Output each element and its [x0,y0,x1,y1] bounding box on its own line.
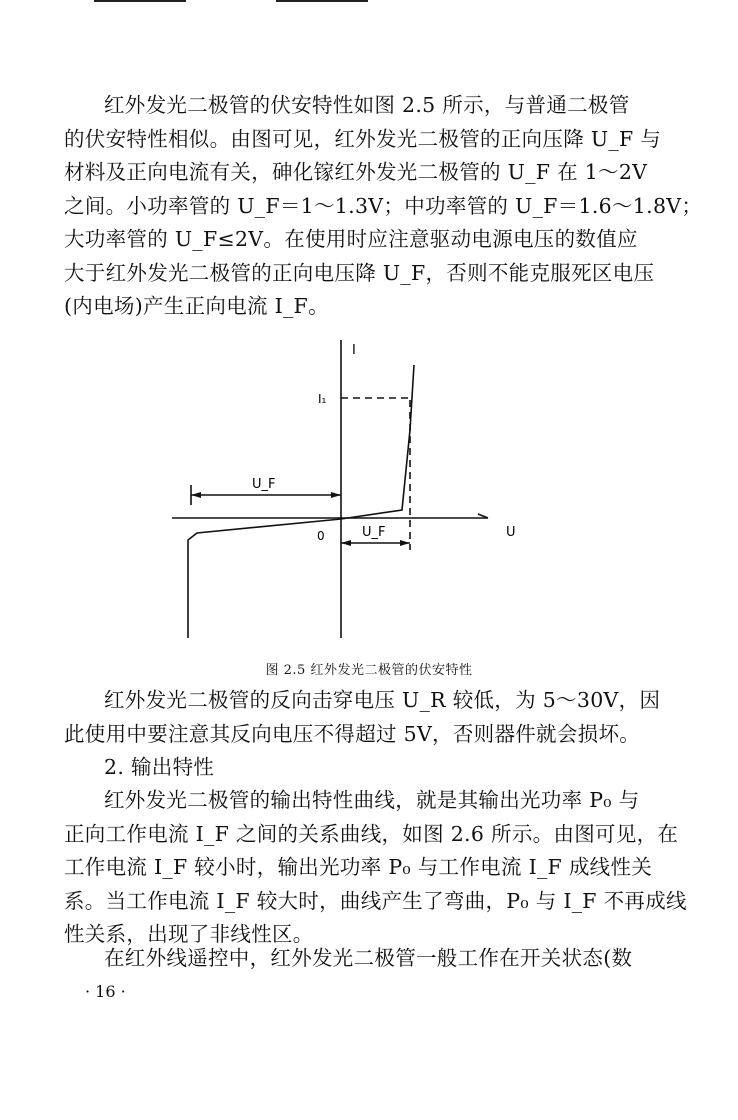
paragraph-iv-characteristics [64,89,703,324]
top-rule-left [94,0,186,2]
page-number: · 16 · [85,982,126,1001]
text-line: 性关系，出现了非线性区。 [64,922,314,946]
current-level-label: I₁ [318,392,327,406]
section-heading-text: 2. 输出特性 [104,755,215,779]
reverse-arrowhead-left [191,492,201,498]
text-line: 工作电流 I_F 较小时，输出光功率 P₀ 与工作电流 I_F 成线性关 [64,855,653,879]
text-line: 此使用中要注意其反向电压不得超过 5V，否则器件就会损坏。 [64,721,641,746]
text-line: 材料及正向电流有关，砷化镓红外发光二极管的 U_F 在 1～2V [64,160,648,184]
y-axis-label: I [352,343,356,358]
text-line: (内电场)产生正向电流 I_F。 [64,294,329,318]
iv-characteristic-figure [0,330,738,650]
text-line: 之间。小功率管的 U_F＝1～1.3V；中功率管的 U_F＝1.6～1.8V； [64,193,703,218]
paragraph-remote-control [64,942,684,976]
reverse-voltage-label: U_F [252,477,276,492]
figure-caption: 图 2.5 红外发光二极管的伏安特性 [265,663,473,678]
iv-curve-forward [341,365,414,519]
text-line: 大功率管的 U_F≤2V。在使用时应注意驱动电源电压的数值应 [64,227,638,251]
forward-arrowhead-left [341,540,351,546]
forward-arrowhead-right [400,540,410,546]
paragraph-reverse-breakdown [64,684,684,751]
text-line: 正向工作电流 I_F 之间的关系曲线，如图 2.6 所示。由图可见，在 [64,821,679,846]
forward-voltage-label: U_F [362,525,386,540]
paragraph-output-characteristics [64,784,687,952]
section-heading [64,751,684,785]
text-line: 大于红外发光二极管的正向电压降 U_F，否则不能克服死区电压 [64,260,655,285]
text-line: 的伏安特性相似。由图可见，红外发光二极管的正向压降 U_F 与 [64,126,662,151]
reverse-arrowhead-right [331,492,341,498]
text-line: 红外发光二极管的输出特性曲线，就是其输出光功率 P₀ 与 [104,788,640,812]
x-axis-label: U [506,525,516,540]
text-line: 系。当工作电流 I_F 较大时，曲线产生了弯曲，P₀ 与 I_F 不再成线 [64,888,687,913]
top-rule-right [276,0,368,2]
origin-label: 0 [317,529,325,543]
text-line: 红外发光二极管的伏安特性如图 2.5 所示，与普通二极管 [104,93,630,117]
text-line: 在红外线遥控中，红外发光二极管一般工作在开关状态(数 [104,946,633,970]
text-line: 红外发光二极管的反向击穿电压 U_R 较低，为 5～30V，因 [104,688,661,712]
